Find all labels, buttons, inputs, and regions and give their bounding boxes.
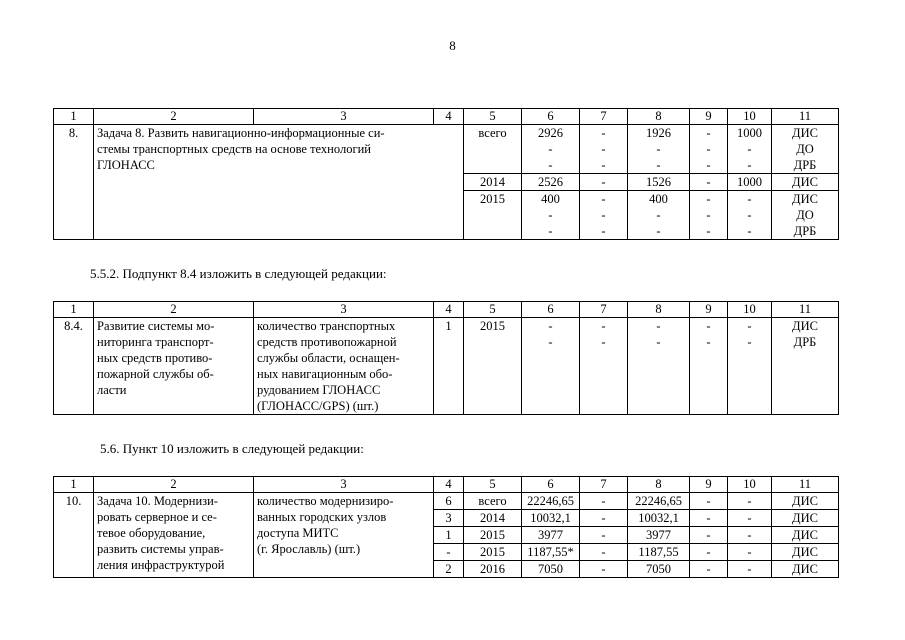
cell-value: - xyxy=(548,335,553,349)
value-cell: 7050 xyxy=(522,561,580,578)
value-cell xyxy=(690,174,728,191)
executor-cell xyxy=(772,318,839,415)
cell-value: 2015 xyxy=(480,192,505,206)
header-cell: 1 xyxy=(54,109,94,125)
cell-value: - xyxy=(706,224,711,238)
cell-value: - xyxy=(706,142,711,156)
header-cell: 1 xyxy=(54,302,94,318)
value-cell: 10032,1 xyxy=(522,510,580,527)
value-cell: - xyxy=(728,510,772,527)
header-cell: 1 xyxy=(54,477,94,493)
cell-value: - xyxy=(706,158,711,172)
cell-value: - xyxy=(548,142,553,156)
cell-value: 1000 xyxy=(737,126,762,140)
cell-value: - xyxy=(747,192,752,206)
indicator-value: 3 xyxy=(434,510,464,527)
header-cell: 5 xyxy=(464,477,522,493)
value-cell xyxy=(522,318,580,415)
cell-value: ДИС xyxy=(792,175,818,189)
cell-value: - xyxy=(656,335,661,349)
text-line: ровать серверное и се- xyxy=(97,510,217,524)
cell-value: - xyxy=(601,224,606,238)
header-cell: 8 xyxy=(628,302,690,318)
value-cell: - xyxy=(728,527,772,544)
table-subitem-8-4 xyxy=(53,301,839,415)
cell-value: 1526 xyxy=(646,175,671,189)
header-cell: 3 xyxy=(254,302,434,318)
header-cell: 10 xyxy=(728,477,772,493)
text-line: средств противопожарной xyxy=(257,335,397,349)
header-cell: 5 xyxy=(464,302,522,318)
cell-value: ДРБ xyxy=(793,158,817,172)
value-cell xyxy=(728,318,772,415)
header-cell: 4 xyxy=(434,109,464,125)
cell-value: 2526 xyxy=(538,175,563,189)
header-cell: 9 xyxy=(690,109,728,125)
value-cell: 22246,65 xyxy=(628,493,690,510)
header-cell: 3 xyxy=(254,477,434,493)
cell-value: - xyxy=(706,335,711,349)
cell-value: - xyxy=(601,335,606,349)
header-cell: 2 xyxy=(94,477,254,493)
value-cell: - xyxy=(690,561,728,578)
header-cell: 2 xyxy=(94,109,254,125)
value-cell: 1187,55* xyxy=(522,544,580,561)
value-cell: 10032,1 xyxy=(628,510,690,527)
header-cell: 11 xyxy=(772,302,839,318)
value-cell xyxy=(628,191,690,240)
value-cell xyxy=(690,125,728,174)
cell-value: - xyxy=(706,175,711,189)
indicator-description xyxy=(254,318,434,415)
value-cell xyxy=(580,174,628,191)
value-cell: - xyxy=(690,527,728,544)
cell-value: - xyxy=(548,319,553,333)
year-cell: 2014 xyxy=(464,510,522,527)
header-cell: 7 xyxy=(580,477,628,493)
value-cell xyxy=(580,125,628,174)
cell-value: - xyxy=(601,126,606,140)
cell-value: - xyxy=(747,319,752,333)
text-line: ласти xyxy=(97,383,127,397)
cell-value: - xyxy=(706,208,711,222)
page-number: 8 xyxy=(449,38,456,53)
cell-value: всего xyxy=(478,126,507,140)
value-cell: - xyxy=(580,527,628,544)
table-task-8 xyxy=(53,108,839,240)
indicator-value: 1 xyxy=(434,527,464,544)
value-cell: - xyxy=(728,544,772,561)
table-task-10 xyxy=(53,476,839,578)
text-line: ных средств противо- xyxy=(97,351,213,365)
indicator-value: 6 xyxy=(434,493,464,510)
header-cell: 7 xyxy=(580,109,628,125)
value-cell xyxy=(628,318,690,415)
cell-value: - xyxy=(601,142,606,156)
header-cell: 11 xyxy=(772,477,839,493)
value-cell: 3977 xyxy=(628,527,690,544)
cell-value: 400 xyxy=(649,192,668,206)
year-cell: 2016 xyxy=(464,561,522,578)
text-line: ления инфраструктурой xyxy=(97,558,225,572)
cell-value: - xyxy=(601,192,606,206)
executor-cell xyxy=(772,191,839,240)
table-row xyxy=(54,493,839,510)
header-row xyxy=(54,477,839,493)
text-line: службы области, оснащен- xyxy=(257,351,400,365)
value-cell: 1187,55 xyxy=(628,544,690,561)
cell-value: ДО xyxy=(796,208,814,222)
cell-value: ДРБ xyxy=(793,224,817,238)
text-line: развить системы управ- xyxy=(97,542,224,556)
executor-cell: ДИС xyxy=(772,527,839,544)
header-cell: 6 xyxy=(522,109,580,125)
indicator-value: 2 xyxy=(434,561,464,578)
table-row xyxy=(54,125,839,174)
year-cell: 2015 xyxy=(464,318,522,415)
value-cell xyxy=(728,174,772,191)
cell-value: ДИС xyxy=(792,192,818,206)
year-cell xyxy=(464,174,522,191)
header-cell: 11 xyxy=(772,109,839,125)
row-number: 10. xyxy=(54,493,94,578)
header-cell: 6 xyxy=(522,477,580,493)
header-cell: 4 xyxy=(434,302,464,318)
cell-value: - xyxy=(706,319,711,333)
text-line: (ГЛОНАСС/GPS) (шт.) xyxy=(257,399,379,413)
cell-value: - xyxy=(601,208,606,222)
year-cell: всего xyxy=(464,493,522,510)
value-cell xyxy=(690,191,728,240)
row-number: 8. xyxy=(54,125,94,240)
value-cell: - xyxy=(580,544,628,561)
cell-value: - xyxy=(747,224,752,238)
text-line: Развитие системы мо- xyxy=(97,319,215,333)
text-line: пожарной службы об- xyxy=(97,367,214,381)
text-line: доступа МИТС xyxy=(257,526,339,540)
year-cell xyxy=(464,125,522,174)
cell-value: ДО xyxy=(796,142,814,156)
header-cell: 2 xyxy=(94,302,254,318)
text-line: количество транспортных xyxy=(257,319,396,333)
header-row xyxy=(54,302,839,318)
executor-cell: ДИС xyxy=(772,510,839,527)
value-cell: - xyxy=(690,493,728,510)
cell-value: ДИС xyxy=(792,126,818,140)
value-cell xyxy=(580,318,628,415)
indicator-value: 1 xyxy=(434,318,464,415)
header-cell: 4 xyxy=(434,477,464,493)
cell-value: - xyxy=(747,142,752,156)
value-cell xyxy=(522,191,580,240)
cell-value: - xyxy=(747,158,752,172)
cell-value: ДИС xyxy=(792,319,818,333)
cell-value: 400 xyxy=(541,192,560,206)
value-cell: - xyxy=(690,544,728,561)
cell-value: - xyxy=(656,224,661,238)
year-cell: 2015 xyxy=(464,527,522,544)
text-line: ниторинга транспорт- xyxy=(97,335,214,349)
cell-value: - xyxy=(656,158,661,172)
value-cell: - xyxy=(728,561,772,578)
value-cell: - xyxy=(690,510,728,527)
text-line: Задача 10. Модернизи- xyxy=(97,494,218,508)
cell-value: - xyxy=(601,175,606,189)
header-cell: 10 xyxy=(728,109,772,125)
header-cell: 9 xyxy=(690,477,728,493)
instruction-text: 5.5.2. Подпункт 8.4 изложить в следующей редакции: xyxy=(90,266,387,281)
cell-value: - xyxy=(706,192,711,206)
cell-value: - xyxy=(548,158,553,172)
instruction-text: 5.6. Пункт 10 изложить в следующей редакции: xyxy=(100,441,364,456)
value-cell: 7050 xyxy=(628,561,690,578)
executor-cell: ДИС xyxy=(772,544,839,561)
value-cell xyxy=(728,125,772,174)
indicator-value: - xyxy=(434,544,464,561)
value-cell: - xyxy=(580,561,628,578)
header-cell: 8 xyxy=(628,109,690,125)
text-line: (г. Ярославль) (шт.) xyxy=(257,542,361,556)
cell-value: - xyxy=(656,142,661,156)
executor-cell: ДИС xyxy=(772,493,839,510)
value-cell: 22246,65 xyxy=(522,493,580,510)
cell-value: 2926 xyxy=(538,126,563,140)
cell-value: 1926 xyxy=(646,126,671,140)
value-cell xyxy=(580,191,628,240)
measure-description xyxy=(94,318,254,415)
cell-value: - xyxy=(706,126,711,140)
year-cell xyxy=(464,191,522,240)
value-cell: 3977 xyxy=(522,527,580,544)
header-cell: 5 xyxy=(464,109,522,125)
header-cell: 7 xyxy=(580,302,628,318)
value-cell: - xyxy=(580,510,628,527)
year-cell: 2015 xyxy=(464,544,522,561)
cell-value: ДРБ xyxy=(793,335,817,349)
header-cell: 6 xyxy=(522,302,580,318)
cell-value: - xyxy=(548,224,553,238)
task-description xyxy=(94,125,464,240)
header-cell: 3 xyxy=(254,109,434,125)
text-line: ГЛОНАСС xyxy=(97,158,155,172)
value-cell: - xyxy=(728,493,772,510)
executor-cell xyxy=(772,125,839,174)
cell-value: - xyxy=(548,208,553,222)
text-line: ванных городских узлов xyxy=(257,510,387,524)
executor-cell xyxy=(772,174,839,191)
cell-value: - xyxy=(601,319,606,333)
header-cell: 10 xyxy=(728,302,772,318)
value-cell xyxy=(628,174,690,191)
text-line: рудованием ГЛОНАСС xyxy=(257,383,381,397)
text-line: Задача 8. Развить навигационно-информационные си- xyxy=(97,126,385,140)
header-row xyxy=(54,109,839,125)
cell-value: - xyxy=(747,335,752,349)
value-cell: - xyxy=(580,493,628,510)
value-cell xyxy=(522,174,580,191)
table-row xyxy=(54,318,839,415)
task-description xyxy=(94,493,254,578)
text-line: стемы транспортных средств на основе технологий xyxy=(97,142,371,156)
text-line: тевое оборудование, xyxy=(97,526,206,540)
header-cell: 9 xyxy=(690,302,728,318)
cell-value: - xyxy=(601,158,606,172)
indicator-description xyxy=(254,493,434,578)
executor-cell: ДИС xyxy=(772,561,839,578)
cell-value: - xyxy=(656,319,661,333)
text-line: количество модернизиро- xyxy=(257,494,394,508)
value-cell xyxy=(522,125,580,174)
cell-value: - xyxy=(656,208,661,222)
value-cell xyxy=(628,125,690,174)
cell-value: 1000 xyxy=(737,175,762,189)
header-cell: 8 xyxy=(628,477,690,493)
cell-value: 2014 xyxy=(480,175,505,189)
row-number: 8.4. xyxy=(54,318,94,415)
value-cell xyxy=(728,191,772,240)
text-line: ных навигационным обо- xyxy=(257,367,393,381)
cell-value: - xyxy=(747,208,752,222)
value-cell xyxy=(690,318,728,415)
